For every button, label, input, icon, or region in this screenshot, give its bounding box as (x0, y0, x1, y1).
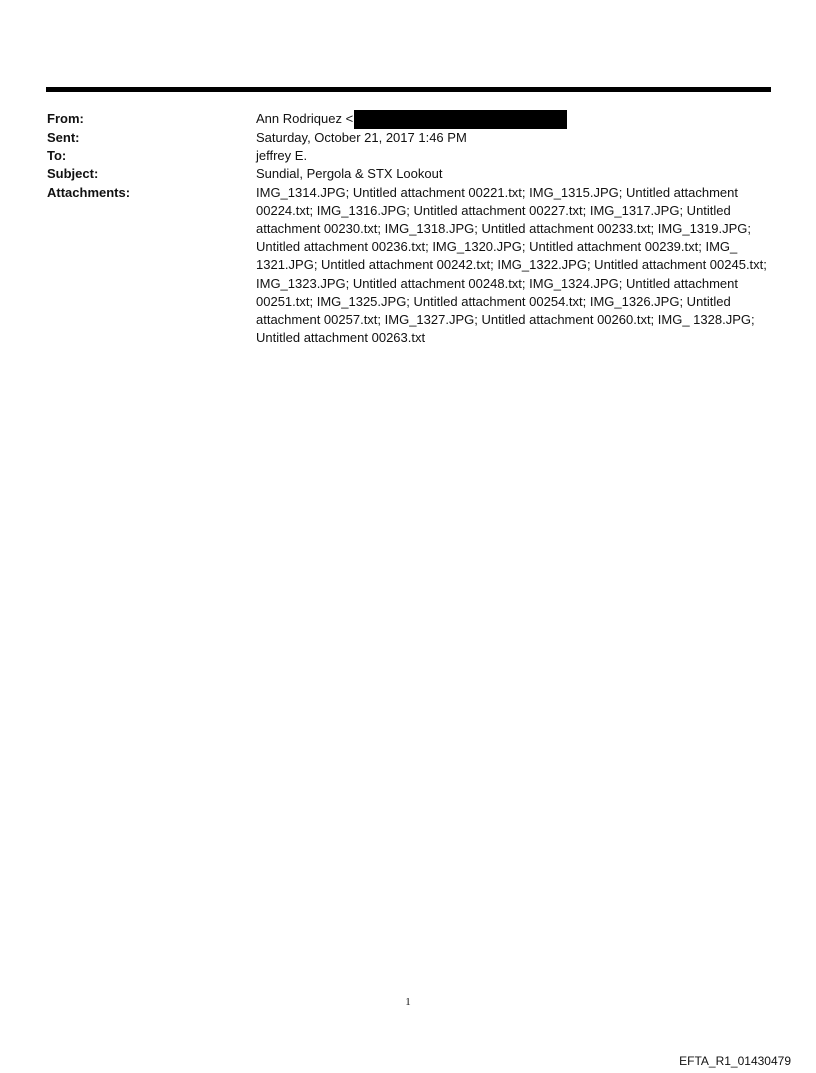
sender-name: Ann Rodriquez < (256, 111, 354, 126)
from-value (256, 110, 767, 129)
from-label: From: (47, 111, 84, 126)
sent-label: Sent: (47, 130, 80, 145)
subject-value: Sundial, Pergola & STX Lookout (256, 166, 443, 182)
subject-row (47, 165, 767, 183)
document-id: EFTA_R1_01430479 (679, 1054, 791, 1068)
sent-row (47, 129, 767, 147)
attachments-row (47, 184, 767, 348)
from-row (47, 110, 767, 129)
subject-label: Subject: (47, 166, 99, 182)
email-header (47, 110, 767, 347)
page-number: 1 (405, 996, 411, 1008)
attachments-label: Attachments: (47, 184, 131, 200)
to-row (47, 147, 767, 165)
attachments-value: IMG_1314.JPG; Untitled attachment 00221.txt; IMG_1315.JPG; Untitled attachment 00224.txt; IMG_1316.JPG; Untitled attachment 00227.txt; IMG_1317.JPG; Untitled attachment 00230.txt; IMG_1318.JPG; Untitled attachment 00233.txt; IMG_1319.JPG; Untitled attachment 00236.txt; IMG_1320.JPG; Untitled attachment 00239.txt; IMG_ 1321.JPG; Untitled attachment 00242.txt; IMG_1322.JPG; Untitled attachment 00245.txt; IMG_1323.JPG; Untitled attachment 00248.txt; IMG_1324.JPG; Untitled attachment 00251.txt; IMG_1325.JPG; Untitled attachment 00254.txt; IMG_1326.JPG; Untitled attachment 00257.txt; IMG_1327.JPG; Untitled attachment 00260.txt; IMG_ 1328.JPG; Untitled attachment 00263.txt (256, 184, 767, 346)
to-value: jeffrey E. (256, 148, 308, 164)
to-label: To: (47, 148, 67, 164)
redaction-block (354, 110, 567, 129)
header-divider (46, 87, 771, 92)
sent-value: Saturday, October 21, 2017 1:46 PM (256, 130, 467, 145)
